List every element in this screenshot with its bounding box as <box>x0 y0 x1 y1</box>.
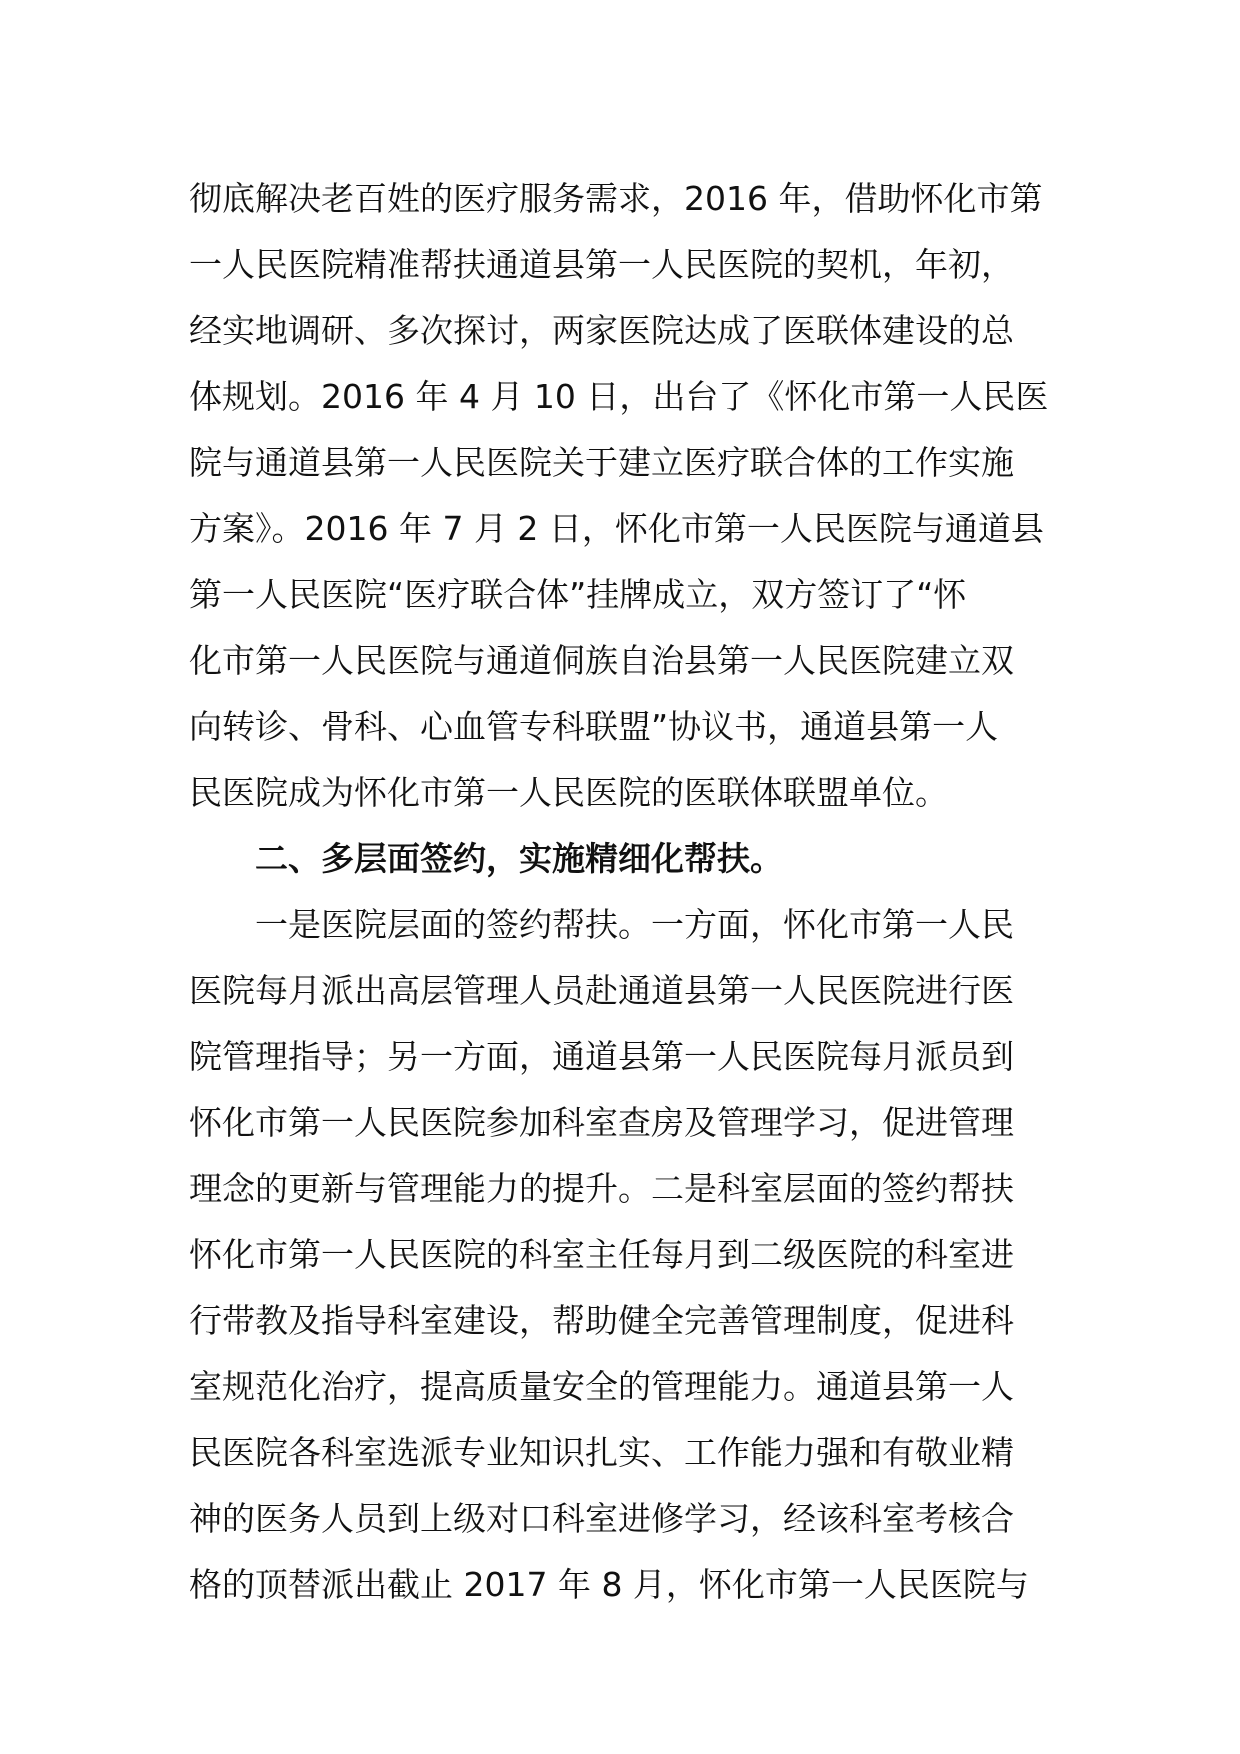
body-line: 怀化市第一人民医院参加科室查房及管理学习，促进管理 <box>189 1103 1014 1142</box>
body-line: 怀化市第一人民医院的科室主任每月到二级医院的科室进 <box>189 1235 1014 1274</box>
body-line: 民医院成为怀化市第一人民医院的医联体联盟单位。 <box>189 773 948 812</box>
body-line: 院与通道县第一人民医院关于建立医疗联合体的工作实施 <box>189 443 1014 482</box>
body-line: 行带教及指导科室建设，帮助健全完善管理制度，促进科 <box>189 1301 1014 1340</box>
body-line: 向转诊、骨科、心血管专科联盟”协议书，通道县第一人 <box>189 707 999 746</box>
paragraph-first-line: 一是医院层面的签约帮扶。一方面，怀化市第一人民 <box>255 905 1014 944</box>
body-line: 院管理指导；另一方面，通道县第一人民医院每月派员到 <box>189 1037 1014 1076</box>
body-line: 经实地调研、多次探讨，两家医院达成了医联体建设的总 <box>189 311 1014 350</box>
body-line: 化市第一人民医院与通道侗族自治县第一人民医院建立双 <box>189 641 1014 680</box>
body-line: 彻底解决老百姓的医疗服务需求，2016 年，借助怀化市第 <box>189 179 1043 218</box>
body-line: 神的医务人员到上级对口科室进修学习，经该科室考核合 <box>189 1499 1014 1538</box>
body-line: 民医院各科室选派专业知识扎实、工作能力强和有敬业精 <box>189 1433 1014 1472</box>
body-line: 理念的更新与管理能力的提升。二是科室层面的签约帮扶 <box>189 1169 1014 1208</box>
body-line: 方案》。2016 年 7 月 2 日，怀化市第一人民医院与通道县 <box>189 509 1044 548</box>
body-line: 室规范化治疗，提高质量安全的管理能力。通道县第一人 <box>189 1367 1014 1406</box>
document-body <box>189 166 1069 1618</box>
body-line: 医院每月派出高层管理人员赴通道县第一人民医院进行医 <box>189 971 1014 1010</box>
body-line: 第一人民医院“医疗联合体”挂牌成立，双方签订了“怀 <box>189 575 967 614</box>
body-line: 体规划。2016 年 4 月 10 日，出台了《怀化市第一人民医 <box>189 377 1049 416</box>
body-line: 一人民医院精准帮扶通道县第一人民医院的契机，年初， <box>189 245 1014 284</box>
body-line: 格的顶替派出截止 2017 年 8 月，怀化市第一人民医院与 <box>189 1565 1029 1604</box>
section-heading: 二、多层面签约，实施精细化帮扶。 <box>255 839 783 878</box>
